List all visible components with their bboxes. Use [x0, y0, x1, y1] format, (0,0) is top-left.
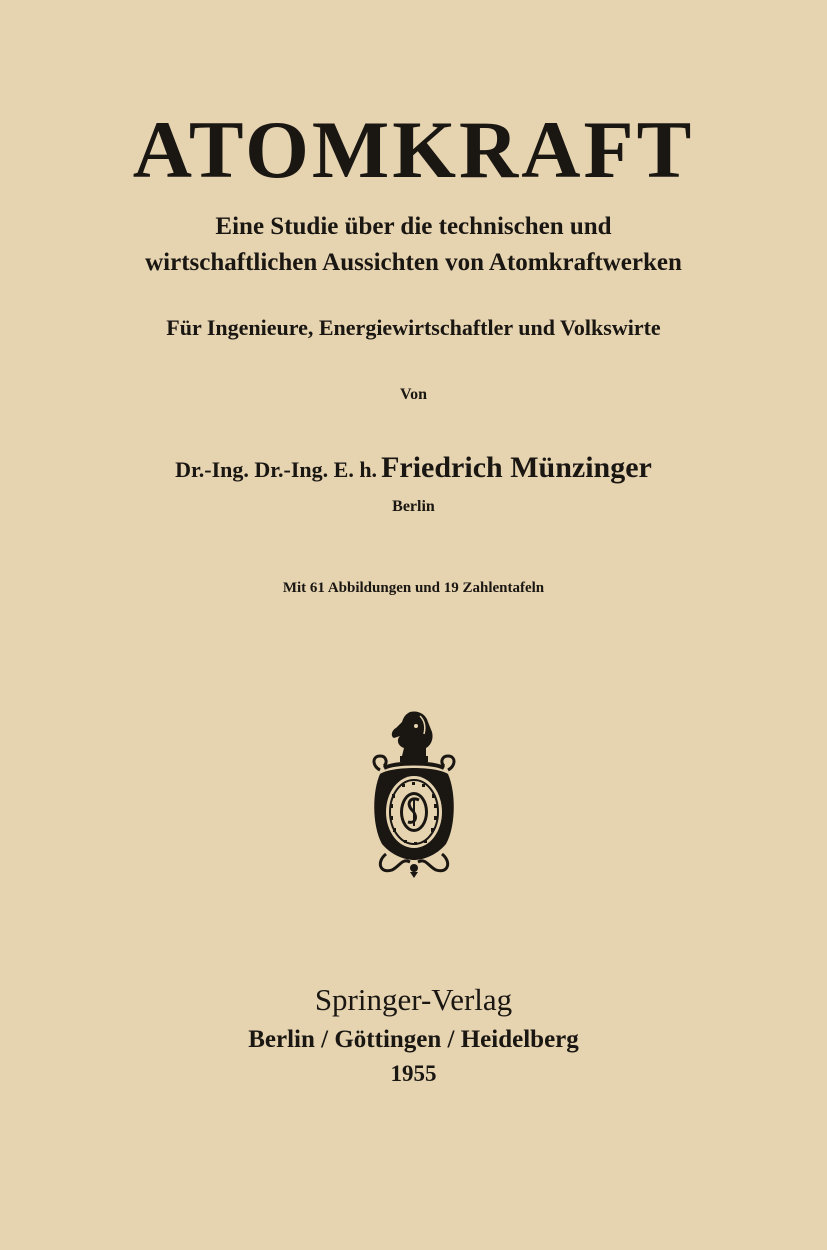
publisher-name: Springer-Verlag: [314, 982, 513, 1017]
author-line: [0, 448, 827, 493]
author-city: Berlin: [392, 498, 435, 515]
author-degrees: Dr.-Ing. Dr.-Ing. E. h.: [175, 457, 378, 482]
by-label: Von: [400, 386, 427, 403]
publication-year: 1955: [390, 1061, 437, 1086]
audience-line: Für Ingenieure, Energiewirtschaftler und Volkswirte: [166, 315, 661, 340]
subtitle-line-2: wirtschaftlichen Aussichten von Atomkraftwerken: [145, 249, 682, 276]
author-name: Friedrich Münzinger: [381, 451, 652, 484]
publisher-places: Berlin / Göttingen / Heidelberg: [248, 1026, 579, 1053]
book-title: ATOMKRAFT: [132, 104, 695, 195]
springer-knight-emblem-icon: [366, 708, 462, 880]
subtitle-line-1: Eine Studie über die technischen und: [215, 213, 612, 240]
figures-note: Mit 61 Abbildungen und 19 Zahlentafeln: [282, 580, 545, 596]
